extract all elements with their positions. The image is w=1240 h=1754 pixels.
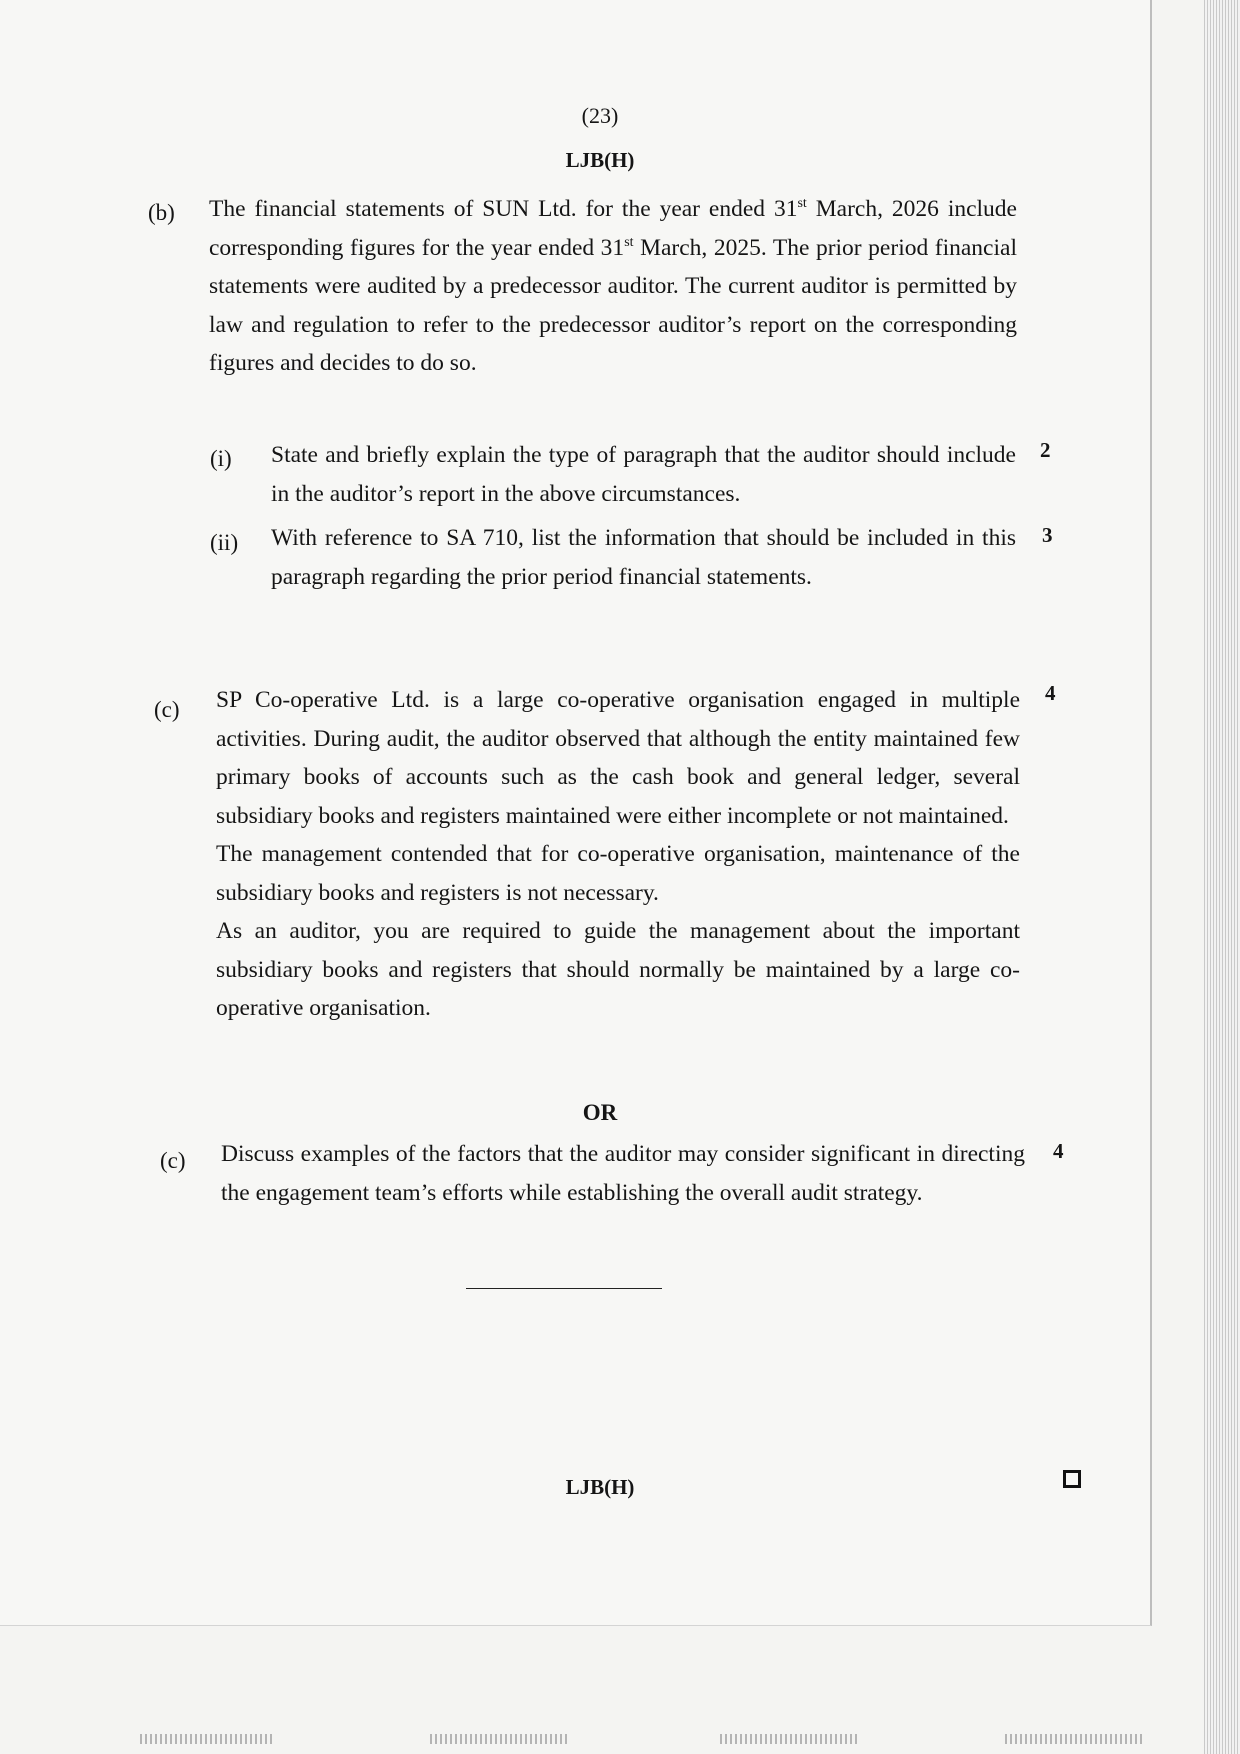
square-box-icon xyxy=(1063,1470,1081,1488)
question-c-para-1: SP Co-operative Ltd. is a large co-operative organisation engaged in multiple activities. During audit, the auditor observed that although the entity maintained few primary books of accounts such as the cash book and general ledger, several subsidiary books and registers maintained were either incomplete or not maintained. xyxy=(216,687,1020,829)
question-b-ii-text: With reference to SA 710, list the information that should be included in this paragraph regarding the prior period financial statements. xyxy=(271,525,1016,590)
question-b-text-part2: March, 2026 include corresponding figures for the year ended 31 xyxy=(209,196,1017,261)
superscript-st-2: st xyxy=(624,234,634,250)
question-c-alt-label: (c) xyxy=(160,1148,186,1173)
superscript-st-1: st xyxy=(797,196,807,212)
scan-smudge-3 xyxy=(720,1734,860,1744)
scan-smudge-2 xyxy=(430,1734,570,1744)
question-b-i-text: State and briefly explain the type of paragraph that the auditor should include in the auditor’s report in the above circumstances. xyxy=(271,442,1016,507)
question-b-i-marks: 2 xyxy=(1040,438,1051,462)
paper-code-footer: LJB(H) xyxy=(565,1475,635,1499)
question-c-alt-text: Discuss examples of the factors that the auditor may consider significant in directing the engagement team’s efforts while establishing the overall audit strategy. xyxy=(221,1141,1025,1206)
scan-smudge-1 xyxy=(140,1734,275,1744)
question-c-alt-marks: 4 xyxy=(1053,1139,1064,1163)
paper-code-header: LJB(H) xyxy=(565,148,635,172)
question-b-text-part3: March, 2025. The prior period financial statements were audited by a predecessor auditor. The current auditor is permitted by law and regulation to refer to the predecessor auditor’s report on the corresponding figures and decides to do so. xyxy=(209,234,1017,376)
question-c-marks: 4 xyxy=(1045,681,1056,705)
question-c-label: (c) xyxy=(154,697,180,722)
scan-smudge-4 xyxy=(1005,1734,1145,1744)
scanner-edge-strip xyxy=(1204,0,1240,1754)
question-b-ii-marks: 3 xyxy=(1042,523,1053,547)
end-rule xyxy=(466,1288,662,1289)
question-c-para-2: The management contended that for co-operative organisation, maintenance of the subsidiary books and registers is not necessary. xyxy=(216,841,1020,906)
question-b-i-label: (i) xyxy=(210,446,232,471)
question-b-ii-label: (ii) xyxy=(210,530,239,555)
question-b-text xyxy=(209,190,1017,383)
question-b-text-part1: The financial statements of SUN Ltd. for the year ended 31 xyxy=(209,196,798,222)
or-separator: OR xyxy=(582,1100,618,1125)
question-c-text xyxy=(216,681,1020,1028)
question-c-para-3: As an auditor, you are required to guide the management about the important subsidiary books and registers that should normally be maintained by a large co-operative organisation. xyxy=(216,918,1020,1021)
page-number: (23) xyxy=(581,103,619,128)
question-b-label: (b) xyxy=(148,200,175,225)
